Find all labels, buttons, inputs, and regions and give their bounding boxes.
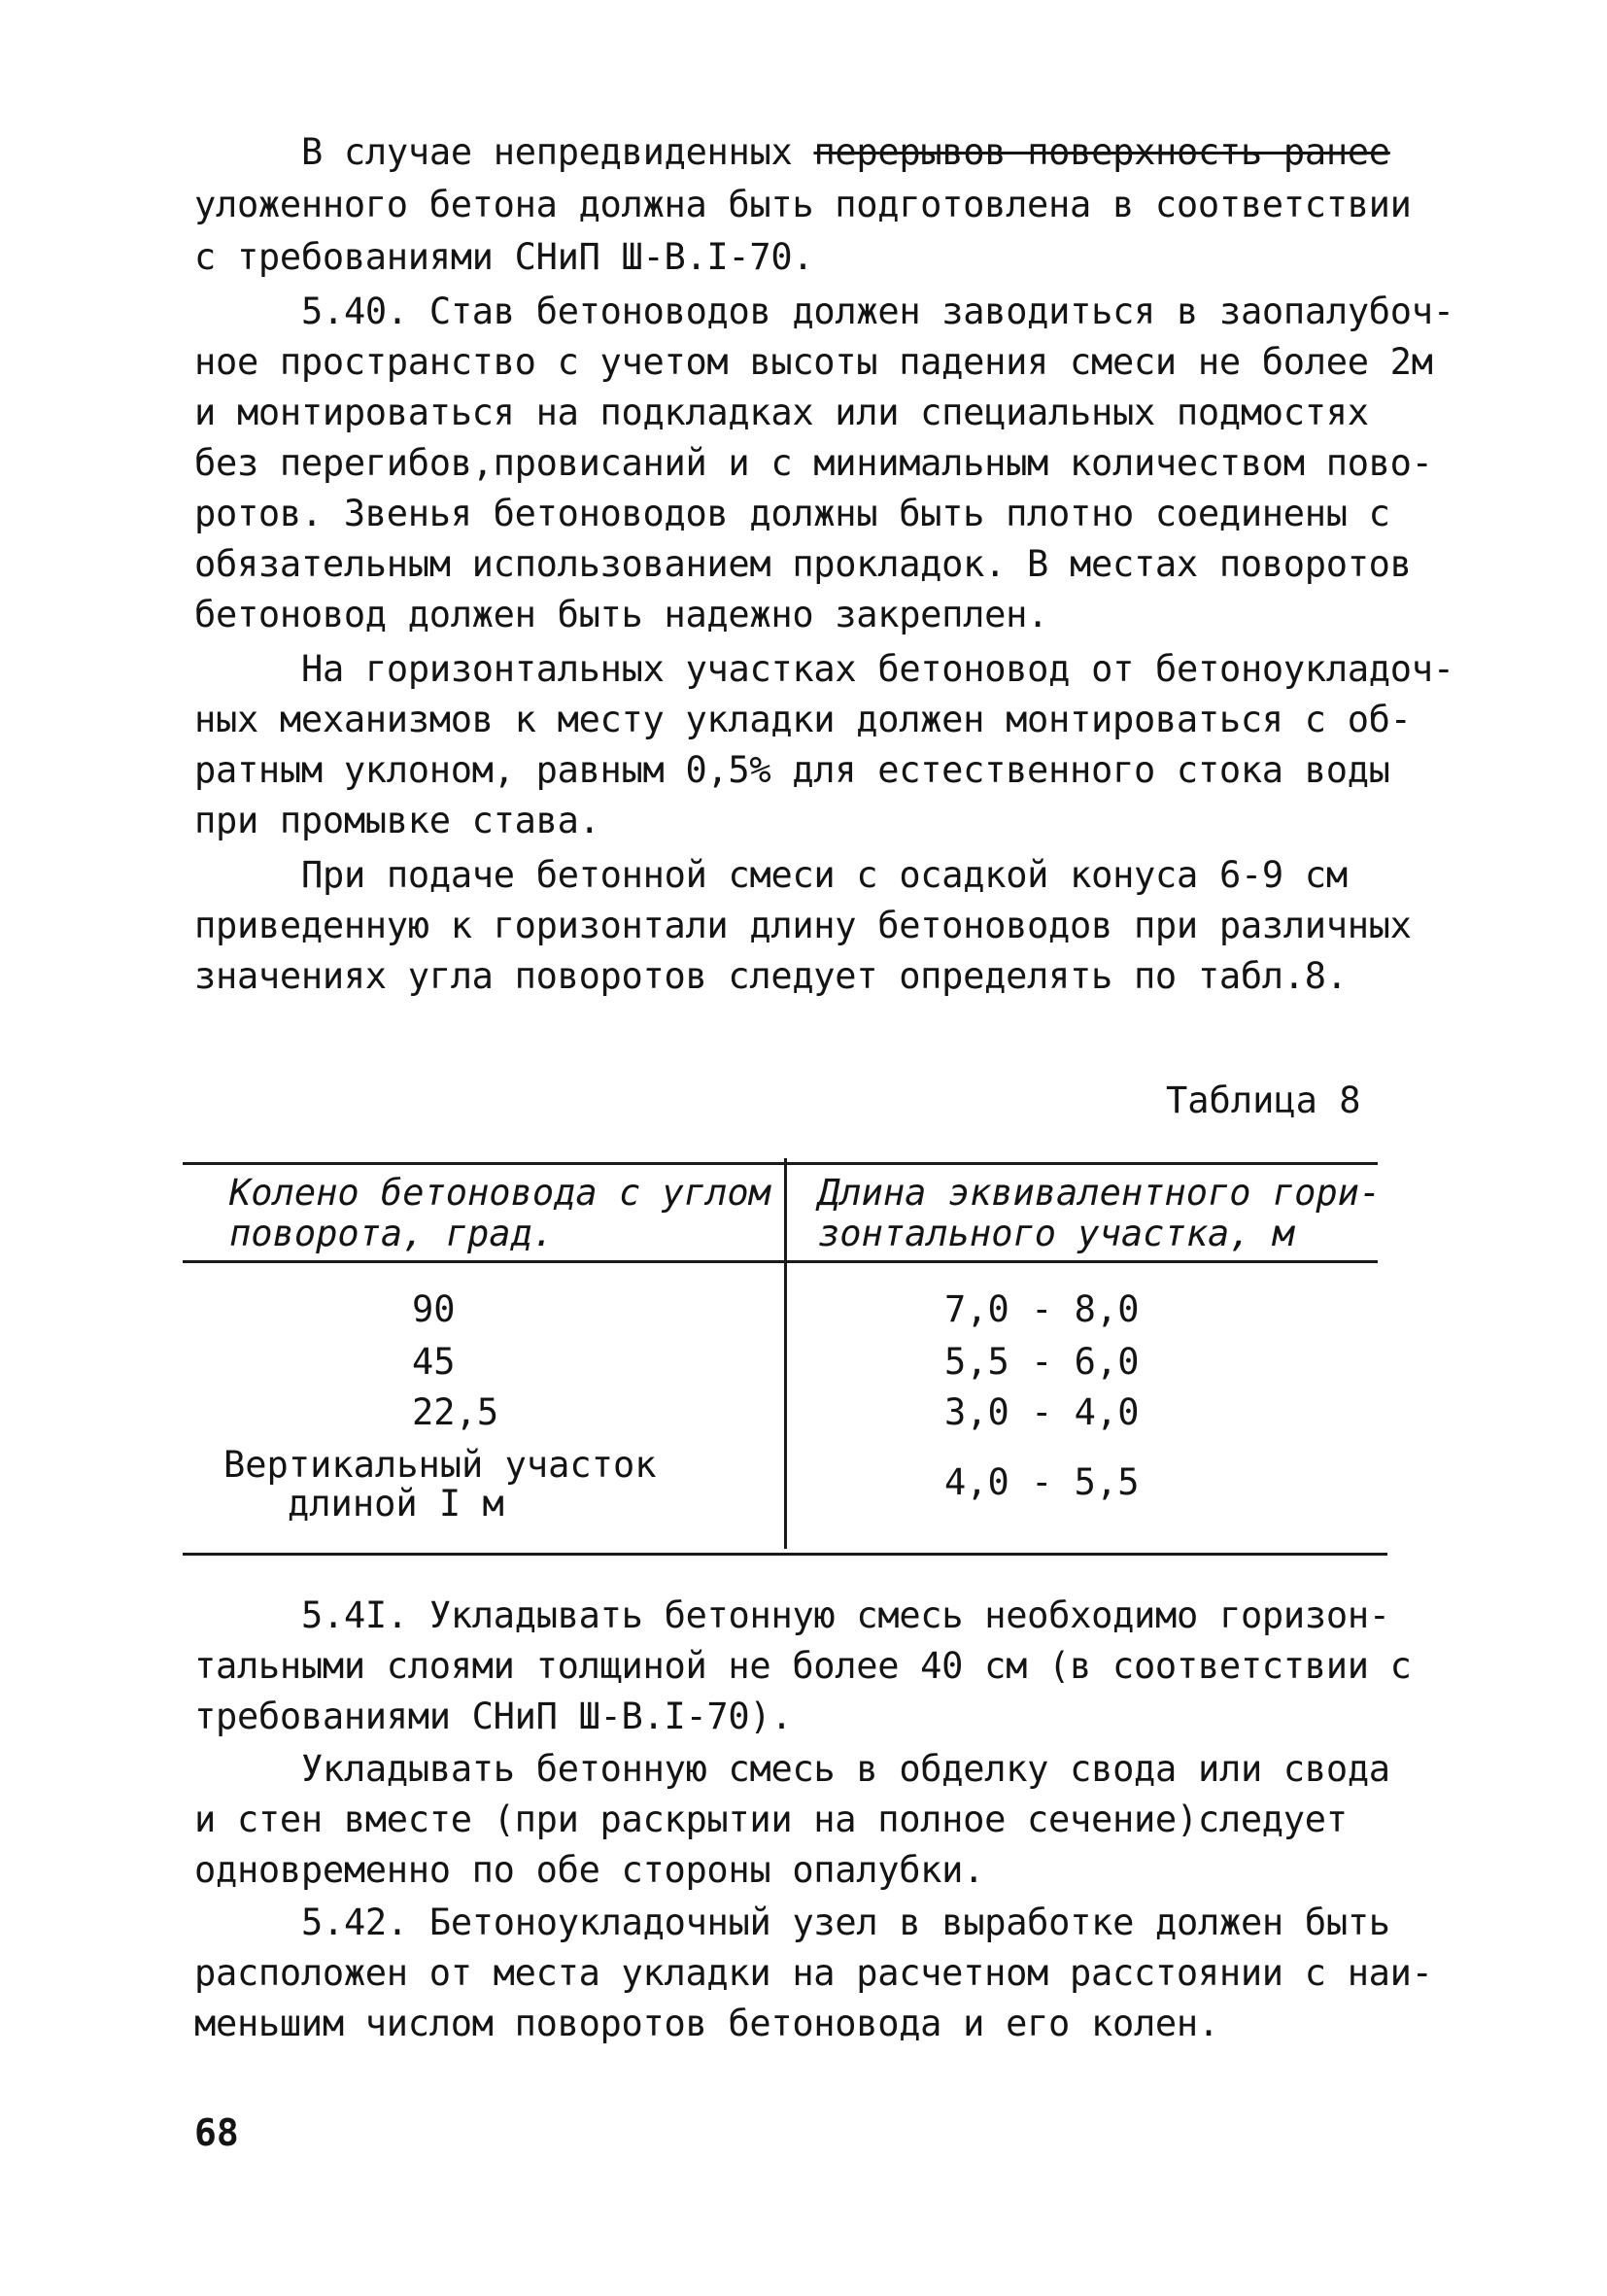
section-5-42-line-3: меньшим числом поворотов бетоновода и его колен. (194, 2003, 1219, 2044)
intro-line-1 (301, 128, 1525, 177)
struck-text: перерывов поверхность ранее (813, 131, 1390, 173)
section-5-40-line-2: ное пространство с учетом высоты падения смеси не более 2м (194, 341, 1433, 383)
table-top-rule (183, 1162, 1378, 1165)
header-angle-line-2: поворота, град. (229, 1213, 555, 1254)
table-bottom-rule (183, 1553, 1387, 1556)
table-row-4-angle-line-1: Вертикальный участок (223, 1444, 657, 1486)
laying-line-2: и стен вместе (при раскрытии на полное сечение)следует (194, 1799, 1348, 1840)
header-length-line-1: Длина эквивалентного гори- (818, 1172, 1382, 1214)
laying-line-3: одновременно по обе стороны опалубки. (194, 1849, 985, 1891)
section-5-41-line-2: тальными слоями толщиной не более 40 см (в соответствии с (194, 1645, 1412, 1687)
section-5-40-line-7: бетоновод должен быть надежно закреплен. (194, 594, 1049, 635)
horizontal-line-3: ратным уклоном, равным 0,5% для естественного стока воды (194, 749, 1390, 791)
table-row-2-angle: 45 (412, 1341, 456, 1383)
supply-line-3: значениях угла поворотов следует определять по табл.8. (194, 955, 1348, 997)
table-column-divider (784, 1158, 787, 1549)
table-row-4-angle-line-2: длиной I м (288, 1483, 504, 1525)
horizontal-line-1: На горизонтальных участках бетоновод от бетоноукладоч- (301, 648, 1454, 690)
header-length-line-2: зонтального участка, м (818, 1213, 1295, 1254)
header-angle-line-1: Колено бетоновода с углом (229, 1172, 770, 1214)
section-5-42-line-1: 5.42. Бетоноукладочный узел в выработке должен быть (301, 1902, 1390, 1943)
section-5-40-line-5: ротов. Звенья бетоноводов должны быть плотно соединены с (194, 493, 1390, 534)
section-5-41-line-3: требованиями СНиП Ш-В.I-70). (194, 1696, 793, 1737)
intro-line-3: с требованиями СНиП Ш-В.I-70. (194, 236, 814, 278)
table-row-4-length: 4,0 - 5,5 (944, 1461, 1140, 1503)
page-number: 68 (194, 2111, 239, 2154)
table-row-3-length: 3,0 - 4,0 (944, 1391, 1140, 1433)
section-5-41-line-1: 5.4I. Укладывать бетонную смесь необходимо горизон- (301, 1594, 1390, 1636)
section-5-42-line-2: расположен от места укладки на расчетном расстоянии с наи- (194, 1952, 1433, 1994)
section-5-40-line-3: и монтироваться на подкладках или специальных подмостях (194, 392, 1369, 433)
supply-line-2: приведенную к горизонтали длину бетоноводов при различных (194, 905, 1412, 946)
horizontal-line-2: ных механизмов к месту укладки должен монтироваться с об- (194, 699, 1412, 740)
section-5-40-line-1: 5.40. Став бетоноводов должен заводиться в заопалубоч- (301, 291, 1454, 332)
table-header-rule (183, 1260, 1378, 1263)
section-5-40-line-6: обязательным использованием прокладок. В местах поворотов (194, 543, 1412, 585)
table-row-1-angle: 90 (412, 1288, 456, 1330)
table-row-1-length: 7,0 - 8,0 (944, 1288, 1140, 1330)
supply-line-1: При подаче бетонной смеси с осадкой конуса 6-9 см (301, 854, 1348, 896)
laying-line-1: Укладывать бетонную смесь в обделку свода или свода (301, 1748, 1390, 1790)
intro-line-1-text: В случае непредвиденных (301, 131, 793, 173)
table-caption: Таблица 8 (1166, 1079, 1361, 1121)
table-row-3-angle: 22,5 (412, 1391, 499, 1433)
horizontal-line-4: при промывке става. (194, 800, 600, 841)
intro-line-2: уложенного бетона должна быть подготовлена в соответствии (194, 184, 1412, 225)
table-row-2-length: 5,5 - 6,0 (944, 1341, 1140, 1383)
section-5-40-line-4: без перегибов,провисаний и с минимальным количеством пово- (194, 442, 1433, 484)
